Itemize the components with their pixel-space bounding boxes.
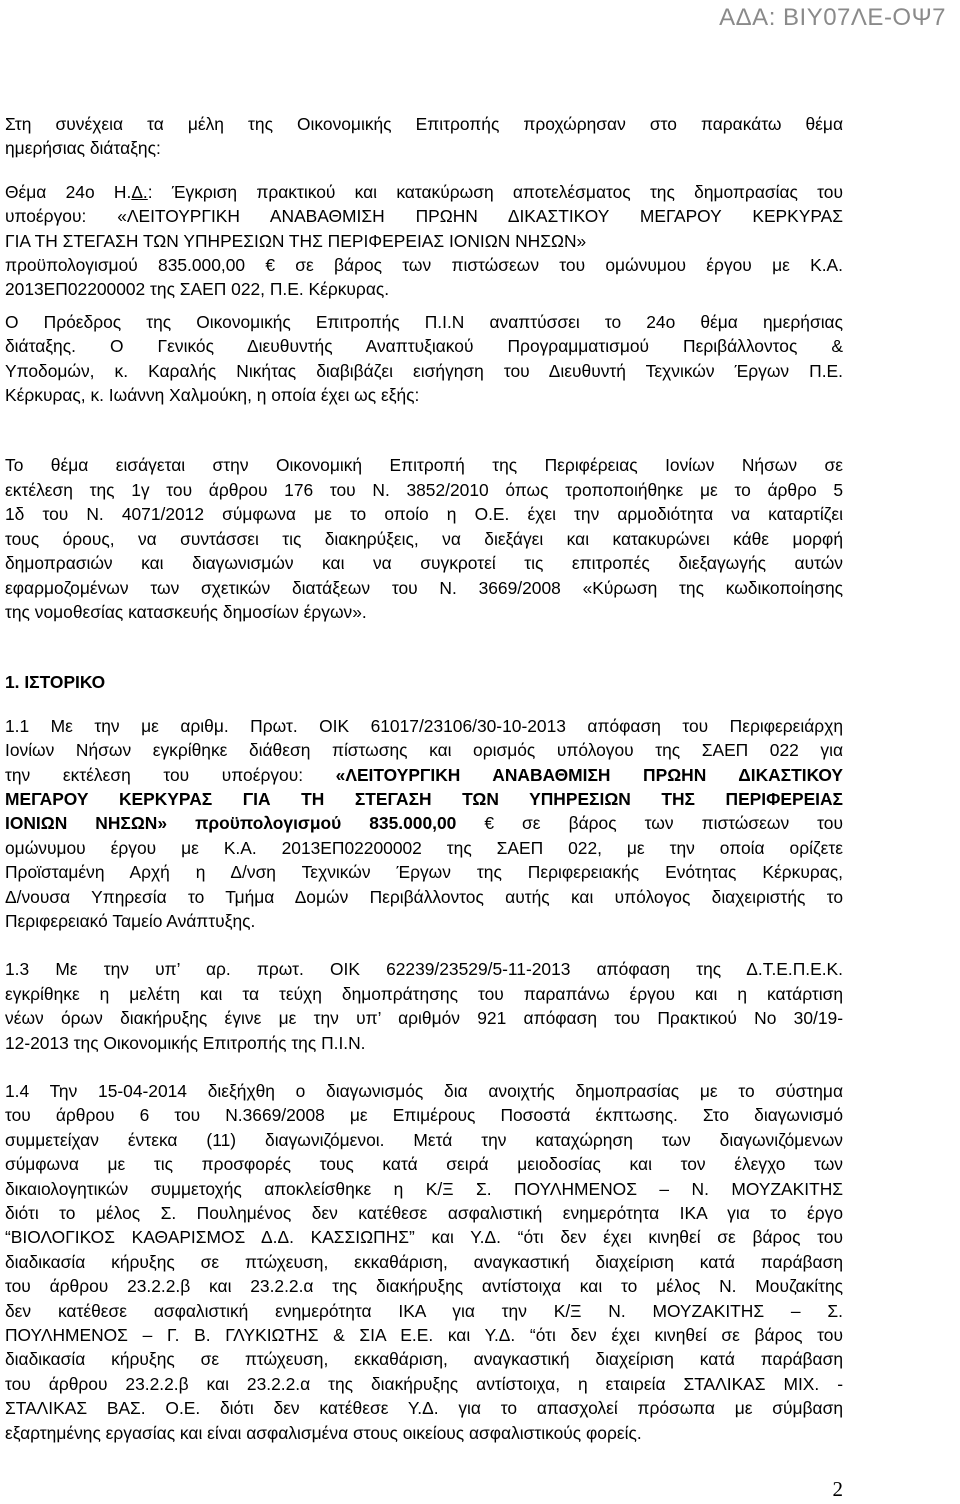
committee-paragraph xyxy=(5,453,843,624)
text-line: Δ/νουσα Υπηρεσία το Τμήμα Δομών Περιβάλλοντος αυτής και υπόλογος διαχειριστής το xyxy=(5,886,843,907)
text-line: Περιφερειακό Ταμείο Ανάπτυξης. xyxy=(5,910,256,931)
text-line: Υποδομών, κ. Καραλής Νικήτας διαβιβάζει εισήγηση του Διευθυντή Τεχνικών Έργων Π.Ε. xyxy=(5,360,843,381)
text-line: 1.3 Με την υπ’ αρ. πρωτ. ΟΙΚ 62239/23529/5-11-2013 απόφαση της Δ.Τ.Ε.Π.Ε.Κ. xyxy=(5,959,843,980)
topic-title: : Έγκριση πρακτικού και κατακύρωση αποτελέσματος της δημοπρασίας του xyxy=(147,181,843,202)
paragraph-1-3 xyxy=(5,957,843,1055)
text-line: Ο Πρόεδρος της Οικονομικής Επιτροπής Π.Ι.Ν αναπτύσσει το 24ο θέμα ημερήσιας xyxy=(5,311,843,332)
text-line: ημερήσιας διάταξης: xyxy=(5,138,161,159)
project-title-bold: «ΛΕΙΤΟΥΡΓΙΚΗ ΑΝΑΒΑΘΜΙΣΗ ΠΡΩΗΝ ΔΙΚΑΣΤΙΚΟΥ xyxy=(335,764,843,785)
topic-prefix: Θέμα 24ο Η. xyxy=(5,181,132,202)
text-line: του άρθρου 6 του Ν.3669/2008 με Επιμέρους Ποσοστά έκπτωσης. Στο διαγωνισμό xyxy=(5,1105,843,1126)
text-line: εφαρμοζομένων των σχετικών διατάξεων του Ν. 3669/2008 «Κύρωση της κωδικοποίησης xyxy=(5,577,843,598)
text-line: εξαρτημένης εργασίας και είναι ασφαλισμένα στους οικείους ασφαλιστικούς φορείς. xyxy=(5,1422,642,1443)
text-line: διάταξης. Ο Γενικός Διευθυντής Αναπτυξιακού Προγραμματισμού Περιβάλλοντος & xyxy=(5,336,843,357)
text-line: του άρθρου 23.2.2.β και 23.2.2.α της διακήρυξης αντίστοιχα και το μέλος Ν. Μουζακίτης xyxy=(5,1276,843,1297)
text-line: σύμφωνα με τις προσφορές τους κατά σειρά μειοδοσίας και τον έλεγχο των xyxy=(5,1154,843,1175)
text-line: ΠΟΥΛΗΜΕΝΟΣ – Γ. Β. ΓΛΥΚΙΩΤΗΣ & ΣΙΑ Ε.Ε. και Υ.Δ. “ότι δεν έχει κινηθεί σε βάρος του xyxy=(5,1325,843,1346)
text-line: διαδικασία κήρυξης σε πτώχευση, εκκαθάριση, αναγκαστική διαχείριση κατά παράβαση xyxy=(5,1251,843,1272)
document-ada-code: ΑΔΑ: ΒΙΥ07ΛΕ-ΟΨ7 xyxy=(719,4,946,31)
text-line: Το θέμα εισάγεται στην Οικονομική Επιτροπή της Περιφέρειας Ιονίων Νήσων σε xyxy=(5,455,843,476)
topic-line xyxy=(5,180,843,204)
page-number: 2 xyxy=(832,1477,843,1501)
text-span: την εκτέλεση του υποέργου: xyxy=(5,764,336,785)
text-line: εκτέλεση της 1γ του άρθρου 176 του Ν. 3852/2010 όπως τροποποιήθηκε με το άρθρο 5 xyxy=(5,479,843,500)
text-line: του άρθρου 23.2.2.β και 23.2.2.α της διακήρυξης αντίστοιχα, η εταιρεία ΣΤΑΛΙΚΑΣ ΜΙΧ. - xyxy=(5,1373,843,1394)
project-title-bold: ΙΟΝΙΩΝ ΝΗΣΩΝ» προϋπολογισμού 835.000,00 xyxy=(5,813,457,834)
text-line: προϋπολογισμού 835.000,00 € σε βάρος των πιστώσεων του ομώνυμου έργου με Κ.Α. xyxy=(5,255,843,276)
text-line: Ιονίων Νήσων εγκρίθηκε διάθεση πίστωσης και ορισμός υπόλογου της ΣΑΕΠ 022 για xyxy=(5,740,843,761)
president-paragraph xyxy=(5,310,843,408)
text-line: νέων όρων διακήρυξης έγινε με την υπ’ αριθμόν 921 απόφαση του Πρακτικού Νο 30/19- xyxy=(5,1008,843,1029)
text-line: εγκρίθηκε η μελέτη και τα τεύχη δημοπράτησης του παραπάνω έργου και η κατάρτιση xyxy=(5,983,843,1004)
text-line xyxy=(5,763,843,787)
text-line: δικαιολογητικών συμμετοχής αποκλείσθηκε η Κ/Ξ Σ. ΠΟΥΛΗΜΕΝΟΣ – Ν. ΜΟΥΖΑΚΙΤΗΣ xyxy=(5,1178,843,1199)
document-body xyxy=(5,112,843,1445)
paragraph-1-4 xyxy=(5,1079,843,1445)
text-line: της νομοθεσίας κατασκευής δημοσίων έργων». xyxy=(5,601,367,622)
text-line: ΣΤΑΛΙΚΑΣ ΒΑΣ. Ο.Ε. διότι δεν κατέθεσε Υ.Δ. για το απασχολεί πρόσωπα με σύμβαση xyxy=(5,1398,843,1419)
text-line: 1δ του Ν. 4071/2012 σύμφωνα με το οποίο η Ο.Ε. έχει την αρμοδιότητα να καταρτίζει xyxy=(5,504,843,525)
text-line: τους όρους, να συντάσσει τις διακηρύξεις, να διεξάγει και κατακυρώνει κάθε μορφή xyxy=(5,528,843,549)
text-line: δημοπρασιών και διαγωνισμών και να συγκροτεί τις επιτροπές διεξαγωγής αυτών xyxy=(5,553,843,574)
section-title: 1. ΙΣΤΟΡΙΚΟ xyxy=(5,672,106,693)
text-line: συμμετείχαν έντεκα (11) διαγωνιζόμενοι. Μετά την καταχώρηση των διαγωνιζόμενων xyxy=(5,1129,843,1150)
text-line: διότι το μέλος Σ. Πουλημένος δεν κατέθεσε ασφαλιστική ενημερότητα ΙΚΑ για το έργο xyxy=(5,1203,843,1224)
project-title-bold: ΜΕΓΑΡΟΥ ΚΕΡΚΥΡΑΣ ΓΙΑ ΤΗ ΣΤΕΓΑΣΗ ΤΩΝ ΥΠΗΡΕΣΙΩΝ ΤΗΣ ΠΕΡΙΦΕΡΕΙΑΣ xyxy=(5,788,843,809)
topic-paragraph xyxy=(5,180,843,302)
text-line: 12-2013 της Οικονομικής Επιτροπής της Π.Ι.Ν. xyxy=(5,1032,366,1053)
text-line: ΓΙΑ ΤΗ ΣΤΕΓΑΣΗ ΤΩΝ ΥΠΗΡΕΣΙΩΝ ΤΗΣ ΠΕΡΙΦΕΡΕΙΑΣ ΙΟΝΙΩΝ ΝΗΣΩΝ» xyxy=(5,230,587,251)
text-line: “ΒΙΟΛΟΓΙΚΟΣ ΚΑΘΑΡΙΣΜΟΣ Δ.Δ. ΚΑΣΣΙΩΠΗΣ” και Υ.Δ. “ότι δεν έχει κινηθεί σε βάρος του xyxy=(5,1227,843,1248)
text-line: διαδικασία κήρυξης σε πτώχευση, εκκαθάριση, αναγκαστική διαχείριση κατά παράβαση xyxy=(5,1349,843,1370)
text-line: 1.1 Με την με αριθμ. Πρωτ. ΟΙΚ 61017/23106/30-10-2013 απόφαση του Περιφερειάρχη xyxy=(5,715,843,736)
text-line: Προϊσταμένη Αρχή η Δ/νση Τεχνικών Έργων της Περιφερειακής Ενότητας Κέρκυρας, xyxy=(5,862,843,883)
text-line xyxy=(5,811,843,835)
text-span: € σε βάρος των πιστώσεων του xyxy=(456,813,843,834)
text-line: δεν κατέθεσε ασφαλιστική ενημερότητα ΙΚΑ για την Κ/Ξ Ν. ΜΟΥΖΑΚΙΤΗΣ – Σ. xyxy=(5,1300,843,1321)
text-line: 1.4 Την 15-04-2014 διεξήχθη ο διαγωνισμός δια ανοιχτής δημοπρασίας με το σύστημα xyxy=(5,1081,843,1101)
text-line: Κέρκυρας, κ. Ιωάννη Χαλμούκη, η οποία έχει ως εξής: xyxy=(5,385,420,406)
topic-prefix-underlined: Δ. xyxy=(131,181,148,202)
text-line: Στη συνέχεια τα μέλη της Οικονομικής Επιτροπής προχώρησαν στο παρακάτω θέμα xyxy=(5,114,843,134)
paragraph-1-1 xyxy=(5,714,843,934)
text-line: υποέργου: «ΛΕΙΤΟΥΡΓΙΚΗ ΑΝΑΒΑΘΜΙΣΗ ΠΡΩΗΝ ΔΙΚΑΣΤΙΚΟΥ ΜΕΓΑΡΟΥ ΚΕΡΚΥΡΑΣ xyxy=(5,206,843,227)
text-line: ομώνυμου έργου με Κ.Α. 2013ΕΠ02200002 της ΣΑΕΠ 022, με την οποία ορίζετε xyxy=(5,837,843,858)
intro-paragraph xyxy=(5,112,843,161)
text-line: 2013ΕΠ02200002 της ΣΑΕΠ 022, Π.Ε. Κέρκυρας. xyxy=(5,279,390,300)
